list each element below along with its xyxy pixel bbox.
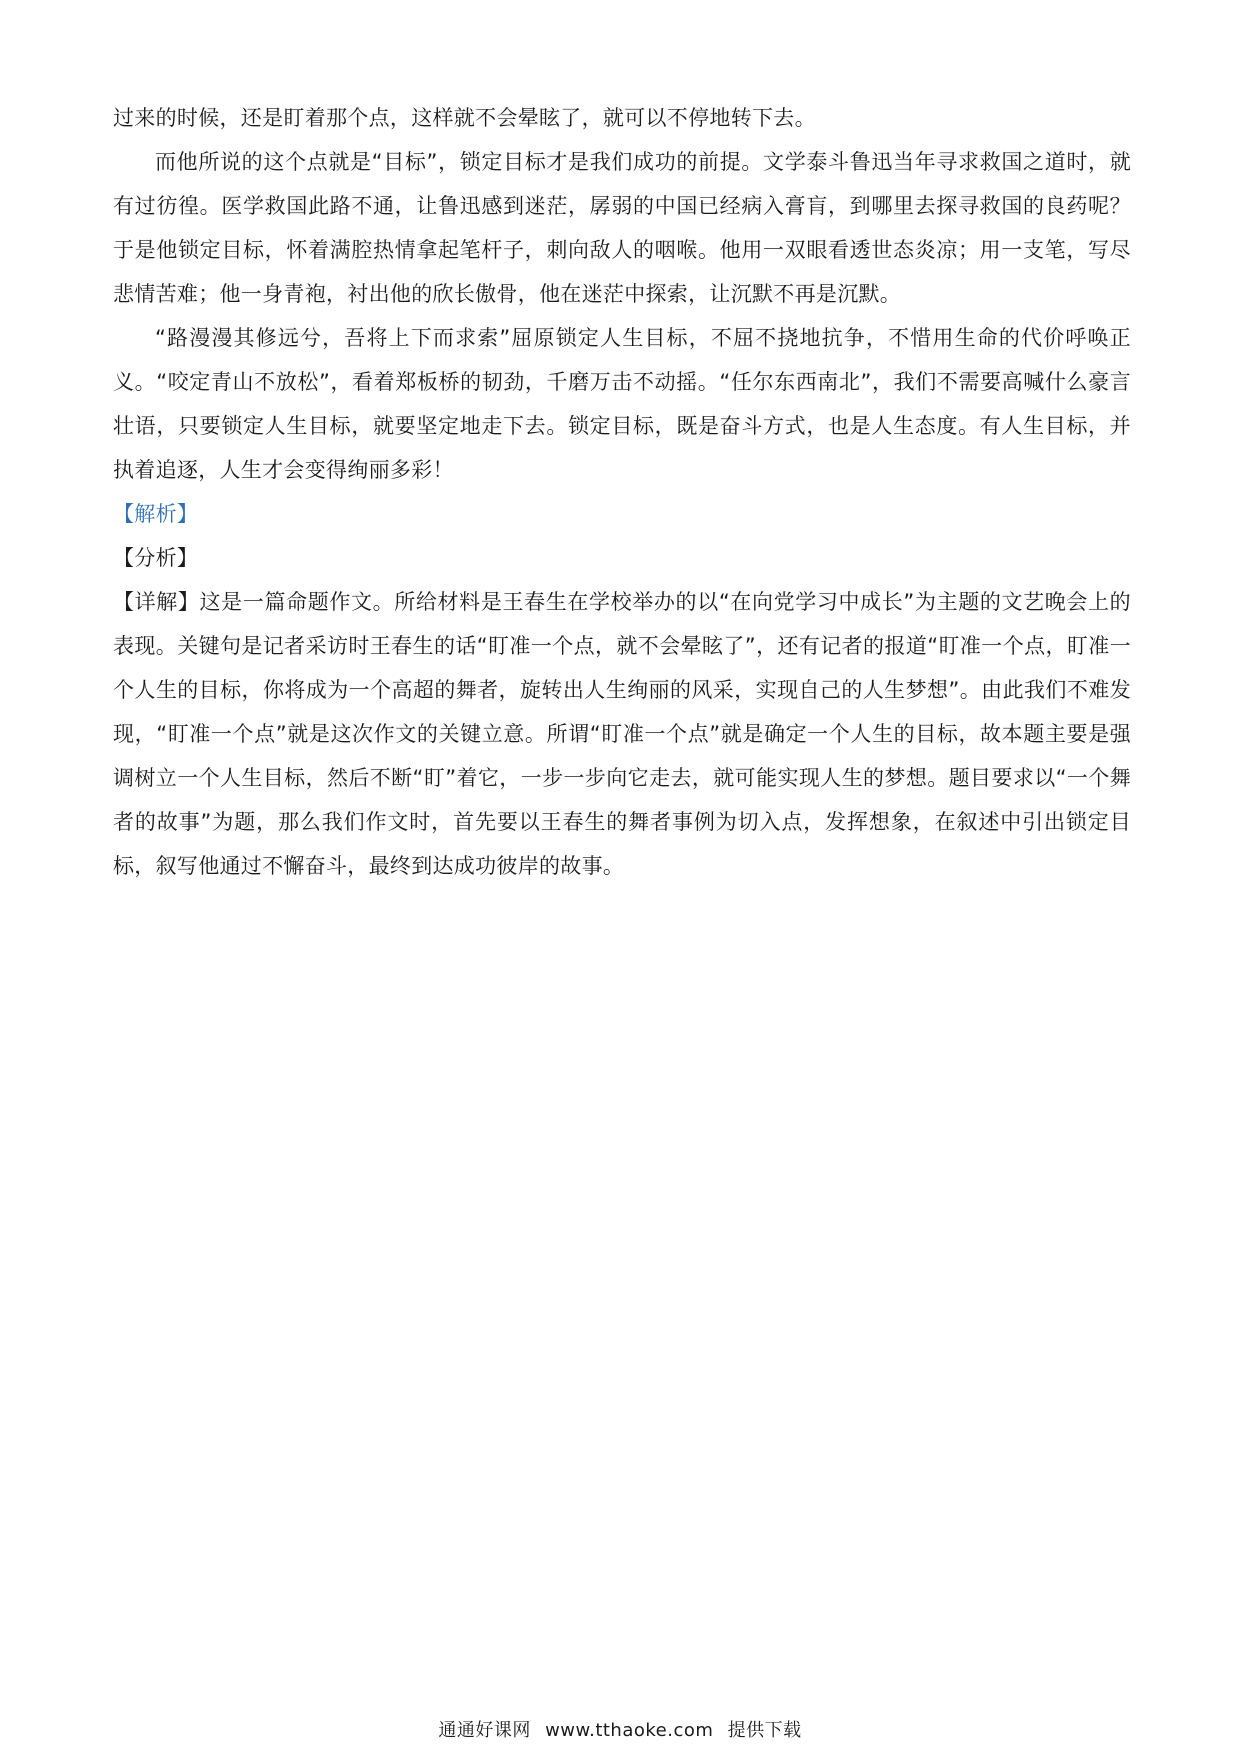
xiangjie-text: 这是一篇命题作文。所给材料是王春生在学校举办的以“在向党学习中成长”为主题的文艺晚会上的表现。关键句是记者采访时王春生的话“盯准一个点，就不会晕眩了”，还有记者的报道“盯准一个点，盯准一个人生的目标，你将成为一个高超的舞者，旋转出人生绚丽的风采，实现自己的人生梦想”。由此我们不难发现，“盯准一个点”就是这次作文的关键立意。所谓“盯准一个点”就是确定一个人生的目标，故本题主要是强调树立一个人生目标，然后不断“盯”着它，一步一步向它走去，就可能实现人生的梦想。题目要求以“一个舞者的故事”为题，那么我们作文时，首先要以王春生的舞者事例为切入点，发挥想象，在叙述中引出锁定目标，叙写他通过不懈奋斗，最终到达成功彼岸的故事。 [113, 590, 1131, 878]
footer-tagline: 提供下载 [727, 1720, 802, 1741]
footer-url[interactable]: www.tthaoke.com [545, 1720, 714, 1741]
footer-site-name: 通通好课网 [438, 1720, 531, 1741]
page-footer [0, 1716, 1240, 1742]
fenxi-heading: 【分析】 [113, 546, 199, 570]
xiangjie-paragraph [113, 580, 1131, 888]
essay-paragraph-3: “路漫漫其修远兮，吾将上下而求索”屈原锁定人生目标，不屈不挠地抗争，不惜用生命的代价呼唤正义。“咬定青山不放松”，看着郑板桥的韧劲，千磨万击不动摇。“任尔东西南北”，我们不需要高喊什么豪言壮语，只要锁定人生目标，就要坚定地走下去。锁定目标，既是奋斗方式，也是人生态度。有人生目标，并执着追逐，人生才会变得绚丽多彩！ [113, 326, 1131, 482]
essay-continuation-line: 过来的时候，还是盯着那个点，这样就不会晕眩了，就可以不停地转下去。 [113, 106, 816, 130]
xiangjie-label: 【详解】 [113, 590, 200, 614]
document-body [113, 96, 1131, 888]
jiexi-heading: 【解析】 [113, 502, 199, 526]
essay-paragraph-2: 而他所说的这个点就是“目标”，锁定目标才是我们成功的前提。文学泰斗鲁迅当年寻求救国之道时，就有过彷徨。医学救国此路不通，让鲁迅感到迷茫，孱弱的中国已经病入膏肓，到哪里去探寻救国的良药呢？于是他锁定目标，怀着满腔热情拿起笔杆子，刺向敌人的咽喉。他用一双眼看透世态炎凉；用一支笔，写尽悲情苦难；他一身青袍，衬出他的欣长傲骨，他在迷茫中探索，让沉默不再是沉默。 [113, 150, 1131, 306]
